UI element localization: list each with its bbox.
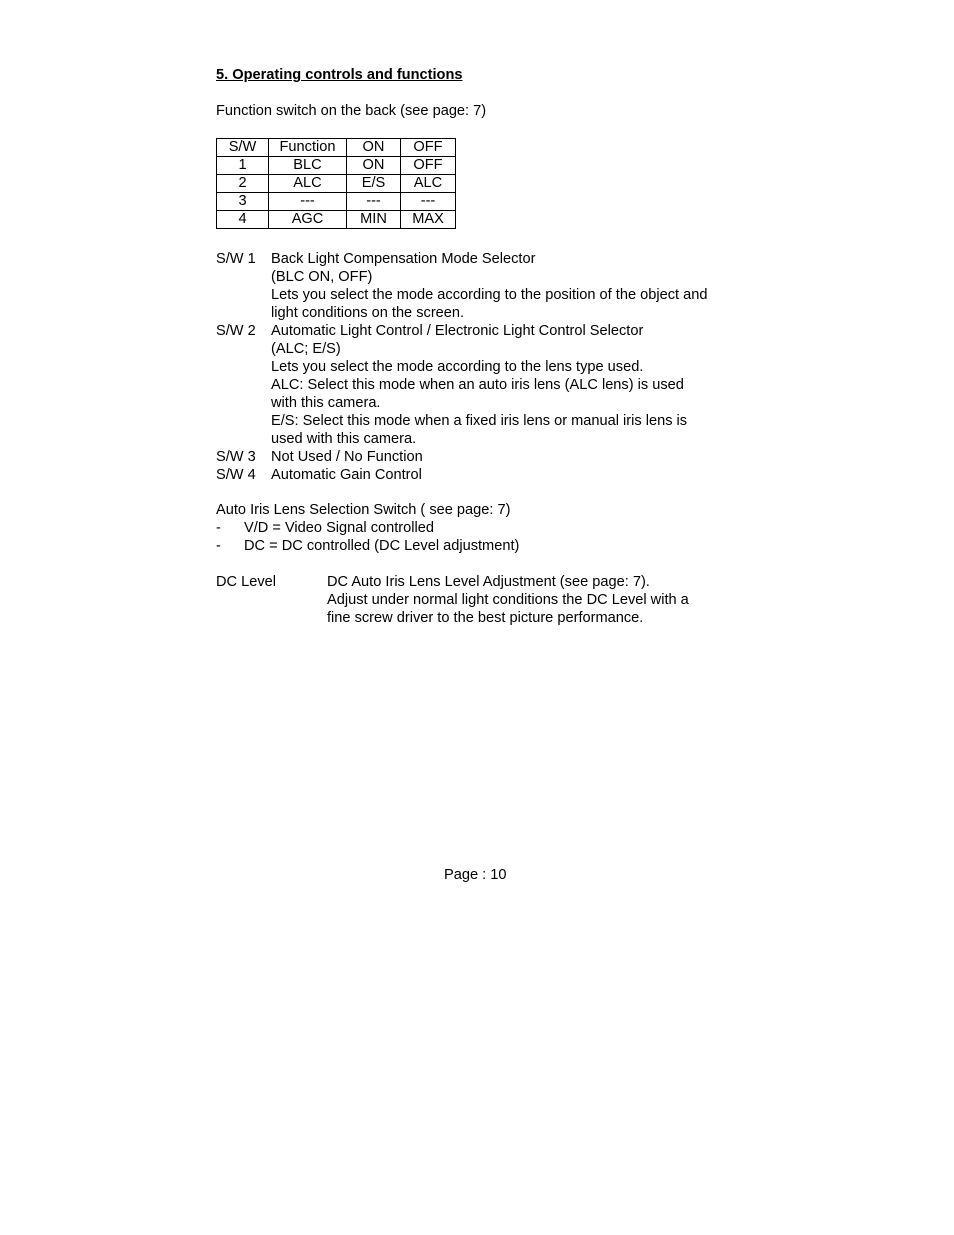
- switch-text: Back Light Compensation Mode Selector: [271, 251, 536, 267]
- table-cell: ALC: [401, 175, 456, 193]
- auto-iris-title: Auto Iris Lens Selection Switch ( see page: 7): [216, 502, 511, 518]
- dc-level-text: fine screw driver to the best picture performance.: [327, 610, 644, 626]
- switch-label: S/W 2: [216, 323, 256, 339]
- switch-label: S/W 4: [216, 467, 256, 483]
- page-number: Page : 10: [444, 867, 507, 883]
- table-cell: ON: [347, 157, 401, 175]
- switch-text: with this camera.: [271, 395, 381, 411]
- bullet-text: V/D = Video Signal controlled: [244, 520, 434, 536]
- table-cell: MIN: [347, 211, 401, 229]
- switch-text: (ALC; E/S): [271, 341, 341, 357]
- table-row: [217, 157, 456, 175]
- switch-text: used with this camera.: [271, 431, 417, 447]
- table-cell: ---: [269, 193, 347, 211]
- intro-text: Function switch on the back (see page: 7): [216, 103, 487, 119]
- table-cell: MAX: [401, 211, 456, 229]
- switch-text: E/S: Select this mode when a fixed iris lens or manual iris lens is: [271, 413, 688, 429]
- switch-text: Automatic Light Control / Electronic Light Control Selector: [271, 323, 644, 339]
- bullet-text: DC = DC controlled (DC Level adjustment): [244, 538, 520, 554]
- table-cell: AGC: [269, 211, 347, 229]
- table-row: [217, 193, 456, 211]
- table-cell: 3: [217, 193, 269, 211]
- switch-text: ALC: Select this mode when an auto iris lens (ALC lens) is used: [271, 377, 684, 393]
- table-cell: 2: [217, 175, 269, 193]
- switch-text: Automatic Gain Control: [271, 467, 422, 483]
- switch-text: light conditions on the screen.: [271, 305, 465, 321]
- switch-text: Lets you select the mode according to the position of the object and: [271, 287, 708, 303]
- switch-text: Not Used / No Function: [271, 449, 423, 465]
- table-cell: E/S: [347, 175, 401, 193]
- switch-text: Lets you select the mode according to the lens type used.: [271, 359, 644, 375]
- table-cell: 4: [217, 211, 269, 229]
- bullet-dash: -: [216, 538, 221, 554]
- table-cell: 1: [217, 157, 269, 175]
- table-row: [217, 211, 456, 229]
- function-switch-table: [216, 138, 456, 229]
- table-cell: ---: [401, 193, 456, 211]
- section-heading: 5. Operating controls and functions: [216, 67, 463, 83]
- table-row: [217, 175, 456, 193]
- bullet-dash: -: [216, 520, 221, 536]
- dc-level-text: DC Auto Iris Lens Level Adjustment (see page: 7).: [327, 574, 650, 590]
- switch-text: (BLC ON, OFF): [271, 269, 373, 285]
- switch-label: S/W 3: [216, 449, 256, 465]
- dc-level-label: DC Level: [216, 574, 277, 590]
- dc-level-text: Adjust under normal light conditions the DC Level with a: [327, 592, 689, 608]
- table-cell: ---: [347, 193, 401, 211]
- table-cell: BLC: [269, 157, 347, 175]
- table-header-cell: ON: [347, 139, 401, 157]
- table-cell: ALC: [269, 175, 347, 193]
- switch-label: S/W 1: [216, 251, 256, 267]
- table-header-cell: S/W: [217, 139, 269, 157]
- table-header-cell: Function: [269, 139, 347, 157]
- table-header-cell: OFF: [401, 139, 456, 157]
- table-cell: OFF: [401, 157, 456, 175]
- table-header-row: [217, 139, 456, 157]
